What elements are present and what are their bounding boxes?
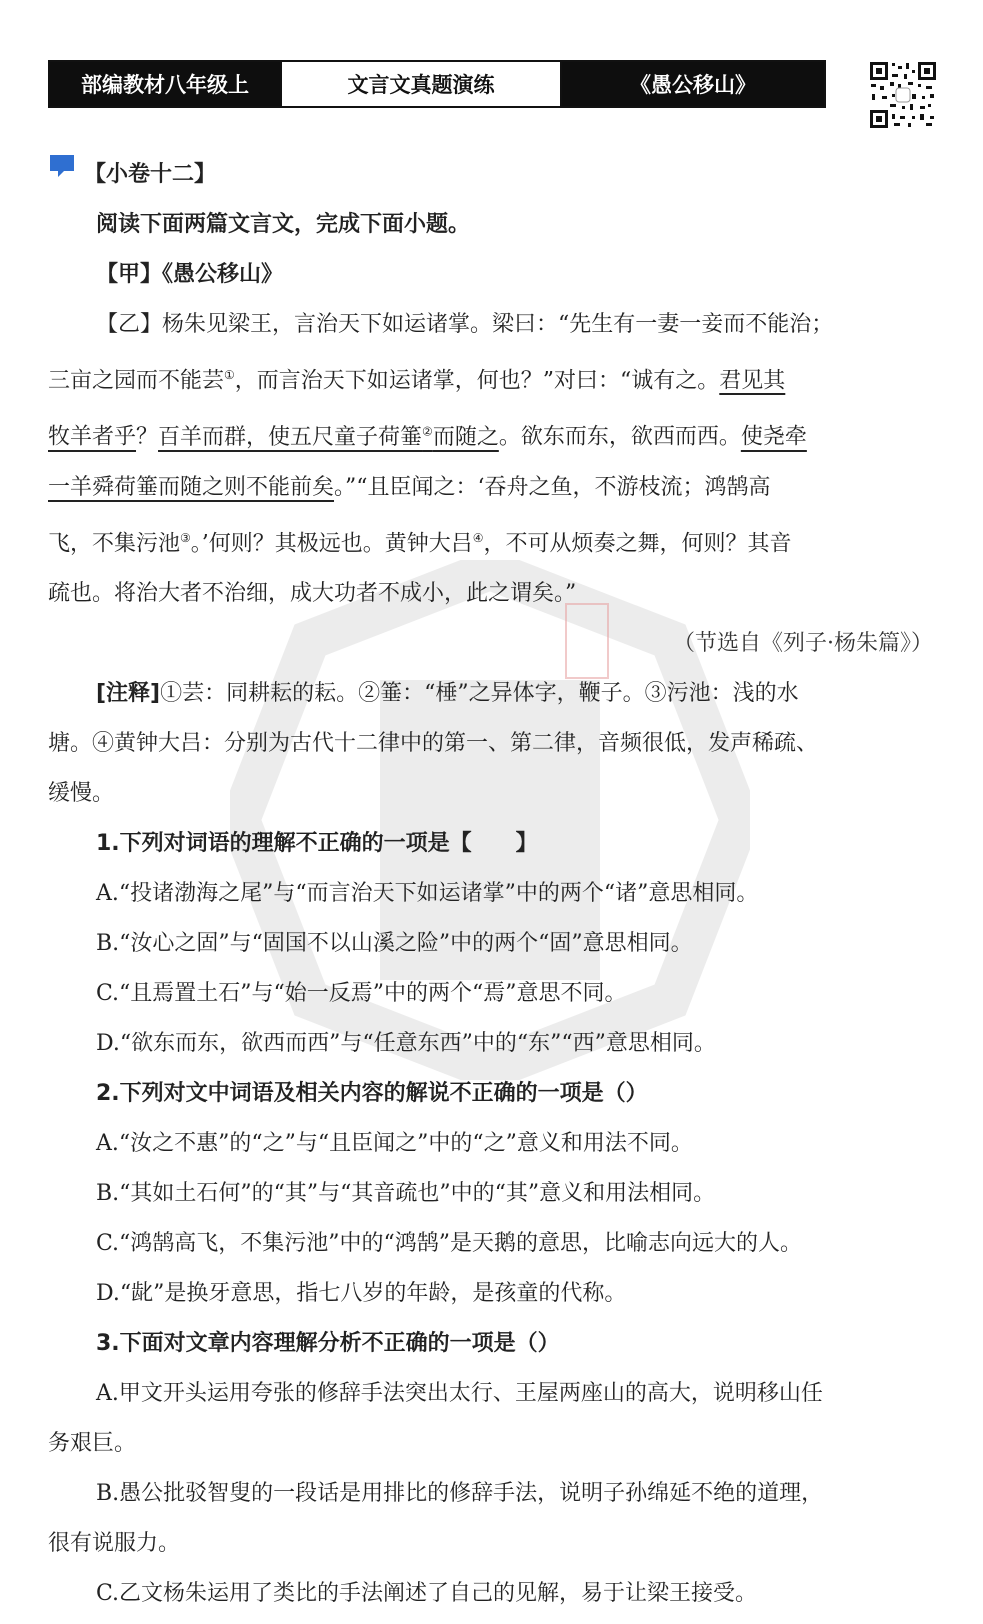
notes-line-2: 塘。④黄钟大吕：分别为古代十二律中的第一、第二律，音频很低，发声稀疏、 bbox=[48, 730, 819, 756]
passage-yi-line-2: 三亩之园而不能芸①，而言治天下如运诸掌，何也？”对曰：“诚有之。君见其 bbox=[48, 368, 786, 394]
instruction: 阅读下面两篇文言文，完成下面小题。 bbox=[96, 212, 471, 237]
question-1-option-b: B.“汝心之固”与“固国不以山溪之险”中的两个“固”意思相同。 bbox=[96, 930, 693, 956]
question-2-stem: 2.下列对文中词语及相关内容的解说不正确的一项是（） bbox=[96, 1080, 648, 1106]
header-topic: 文言文真题演练 bbox=[280, 62, 562, 106]
question-2-option-d: D.“龀”是换牙意思，指七八岁的年龄，是孩童的代称。 bbox=[96, 1280, 627, 1306]
qr-code-icon[interactable] bbox=[868, 60, 938, 130]
question-3-option-a-line-2: 务艰巨。 bbox=[48, 1430, 137, 1456]
passage-yi-line-5: 飞，不集污池③。’何则？其极远也。黄钟大吕④，不可从烦奏之舞，何则？其音 bbox=[48, 530, 792, 556]
question-1-option-c: C.“且焉置土石”与“始一反焉”中的两个“焉”意思不同。 bbox=[96, 980, 627, 1006]
header-lesson: 《愚公移山》 bbox=[562, 62, 824, 106]
section-title: 【小卷十二】 bbox=[84, 162, 217, 187]
notes-line-3: 缓慢。 bbox=[48, 780, 115, 806]
passage-jia-title: 【甲】《愚公移山》 bbox=[96, 262, 284, 287]
passage-yi-line-1: 【乙】杨朱见梁王，言治天下如运诸掌。梁曰：“先生有一妻一妾而不能治； bbox=[96, 312, 834, 337]
passage-yi-line-6: 疏也。将治大者不治细，成大功者不成小，此之谓矣。” bbox=[48, 580, 577, 606]
question-3-option-b-line-1: B.愚公批驳智叟的一段话是用排比的修辞手法，说明子孙绵延不绝的道理， bbox=[96, 1480, 824, 1506]
question-2-option-a: A.“汝之不惠”的“之”与“且臣闻之”中的“之”意义和用法不同。 bbox=[96, 1130, 693, 1156]
question-3-option-c: C.乙文杨朱运用了类比的手法阐述了自己的见解，易于让梁王接受。 bbox=[96, 1580, 758, 1606]
passage-yi-line-3: 牧羊者乎？百羊而群，使五尺童子荷箠②而随之。欲东而东，欲西而西。使尧牵 bbox=[48, 424, 807, 450]
question-1-stem: 1.下列对词语的理解不正确的一项是【 】 bbox=[96, 830, 538, 856]
question-3-stem: 3.下面对文章内容理解分析不正确的一项是（） bbox=[96, 1330, 560, 1356]
header-grade: 部编教材八年级上 bbox=[50, 62, 280, 106]
passage-source: （节选自《列子·杨朱篇》） bbox=[673, 630, 933, 656]
question-3-option-b-line-2: 很有说服力。 bbox=[48, 1530, 181, 1556]
document-body bbox=[48, 150, 943, 1619]
question-3-option-a-line-1: A.甲文开头运用夸张的修辞手法突出太行、王屋两座山的高大，说明移山任 bbox=[96, 1380, 823, 1406]
header-bar bbox=[48, 60, 826, 108]
question-1-option-a: A.“投诸渤海之尾”与“而言治天下如运诸掌”中的两个“诸”意思相同。 bbox=[96, 880, 759, 906]
notes-line-1: [注释]①芸：同耕耘的耘。②箠：“棰”之异体字，鞭子。③污池：浅的水 bbox=[96, 680, 799, 706]
passage-yi-line-4: 一羊舜荷箠而随之则不能前矣。”“且臣闻之：‘吞舟之鱼，不游枝流；鸿鹄高 bbox=[48, 474, 771, 500]
question-2-option-c: C.“鸿鹄高飞，不集污池”中的“鸿鹄”是天鹅的意思，比喻志向远大的人。 bbox=[96, 1230, 803, 1256]
question-2-option-b: B.“其如土石何”的“其”与“其音疏也”中的“其”意义和用法相同。 bbox=[96, 1180, 716, 1206]
question-1-option-d: D.“欲东而东，欲西而西”与“任意东西”中的“东”“西”意思相同。 bbox=[96, 1030, 716, 1056]
